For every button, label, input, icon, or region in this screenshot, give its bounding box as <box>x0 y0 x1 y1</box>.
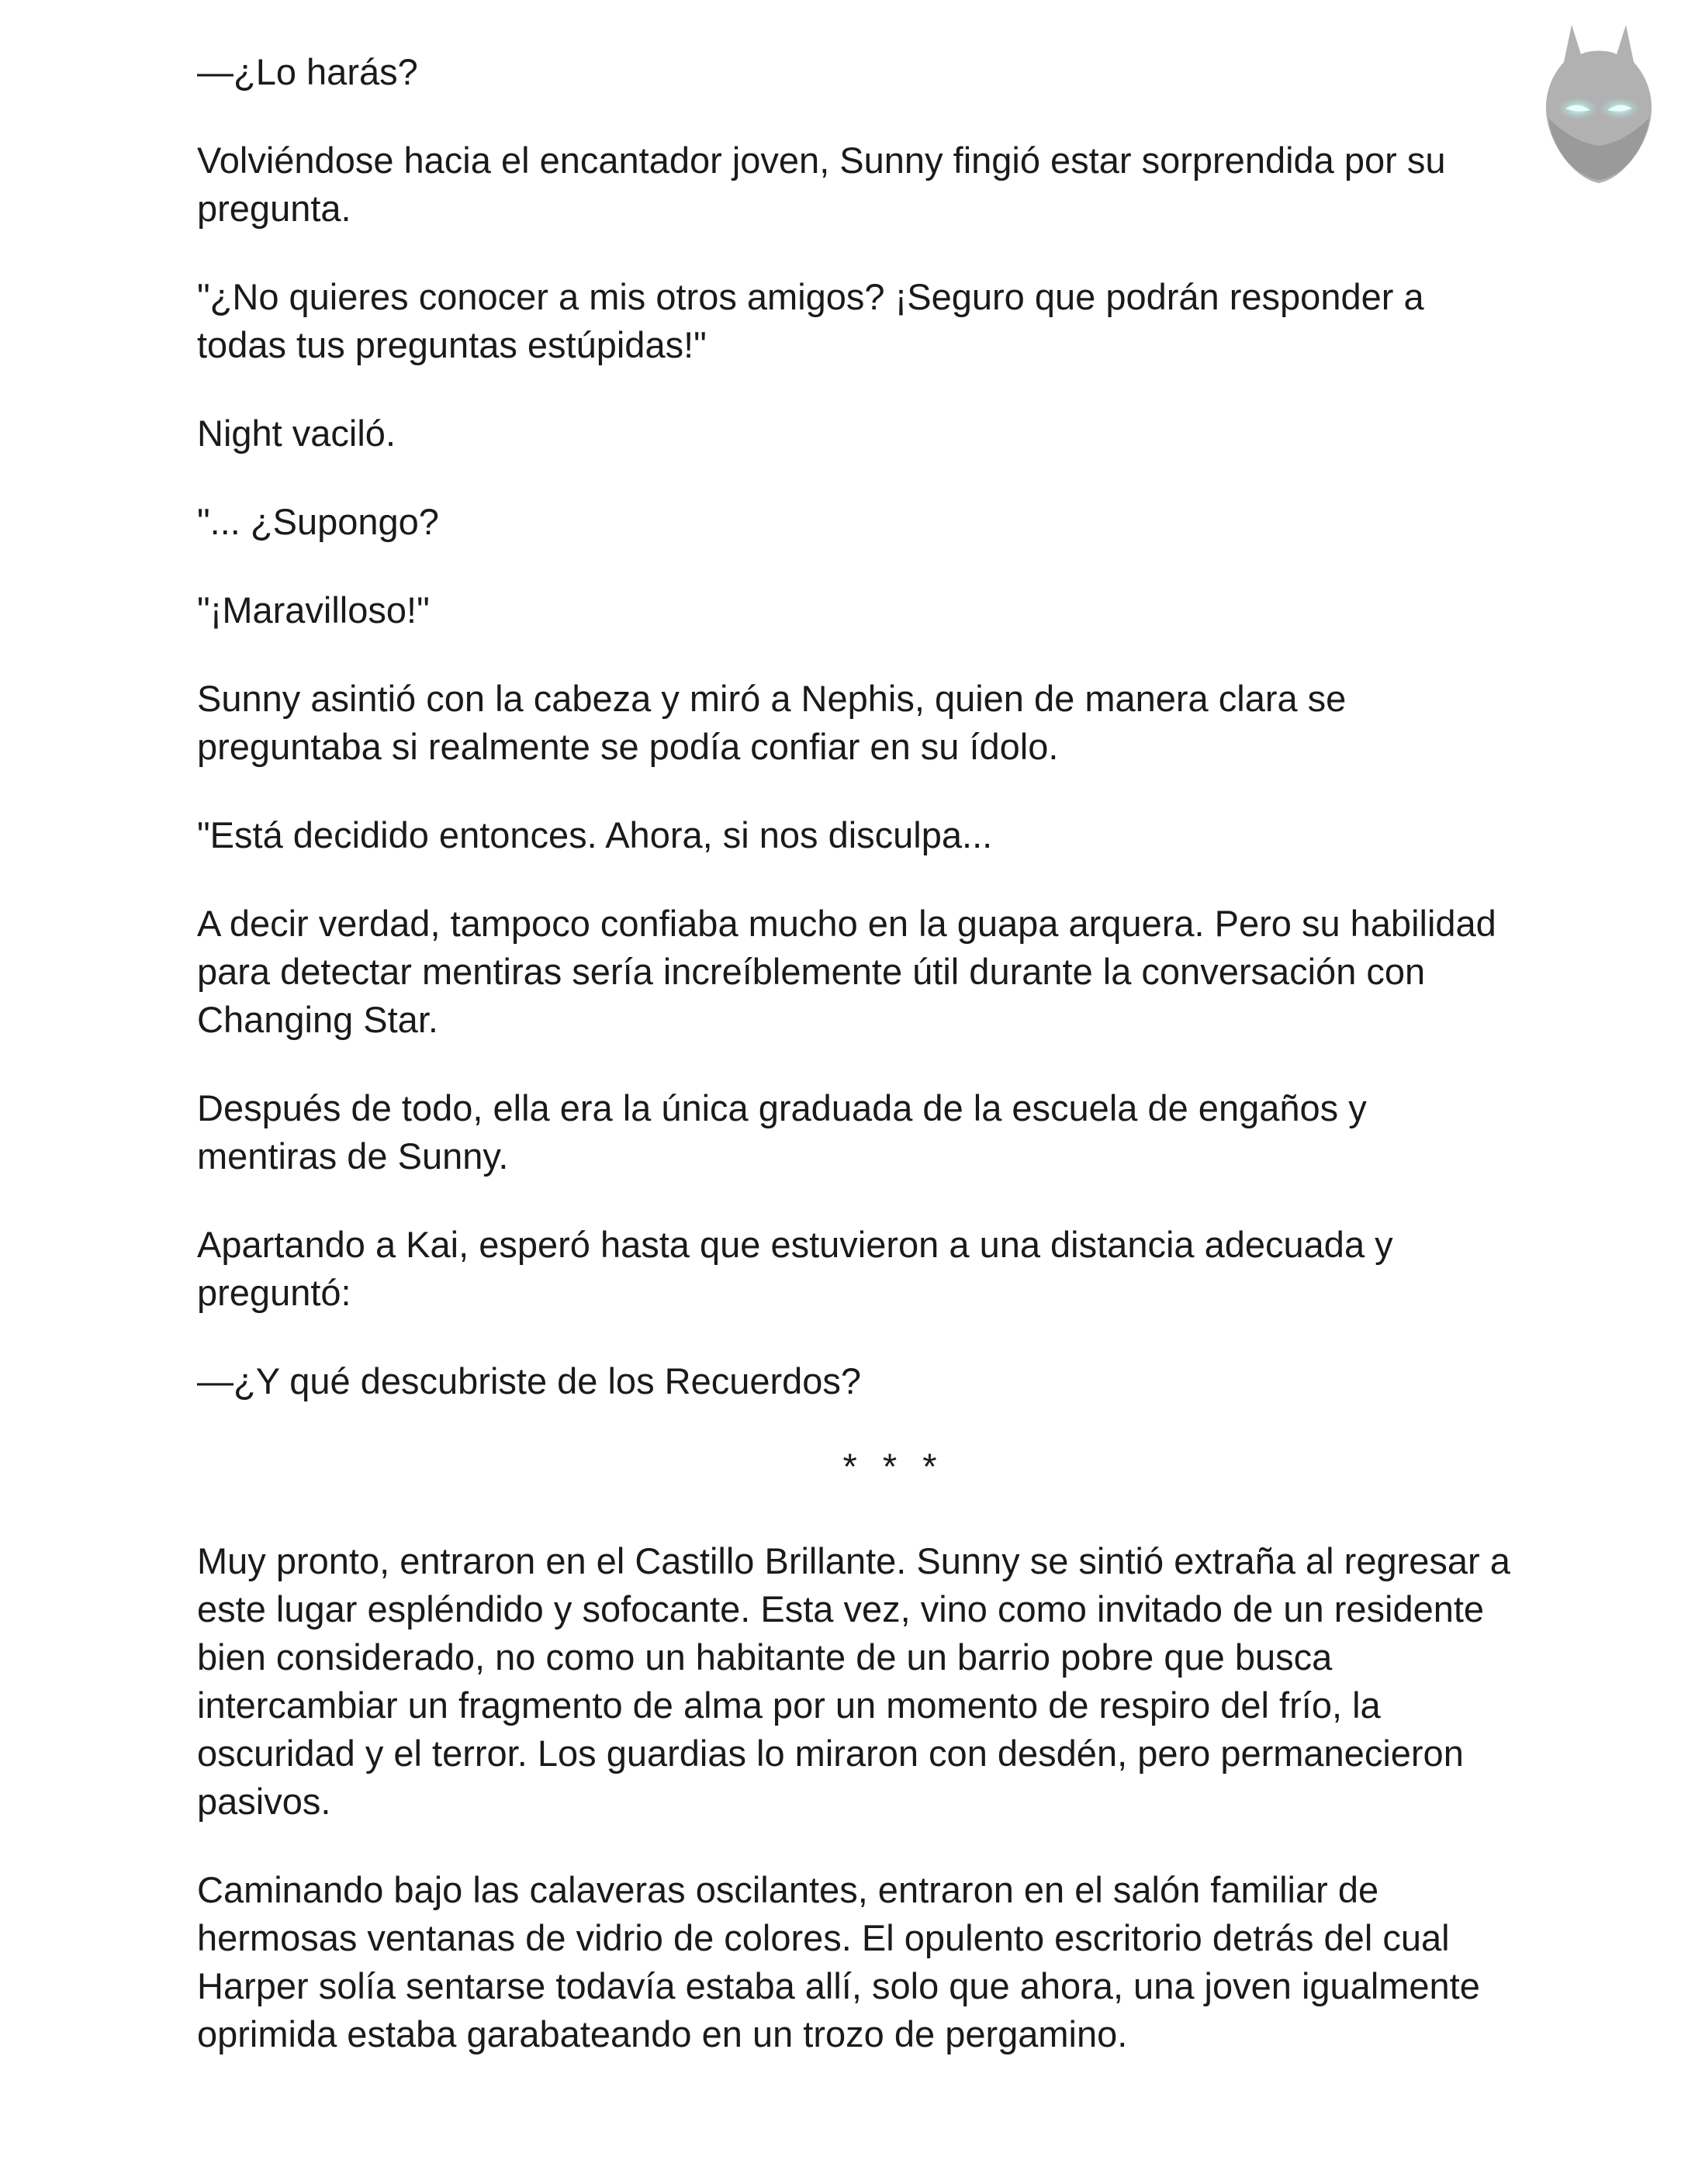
paragraph: Night vaciló. <box>197 413 396 454</box>
paragraph: Sunny asintió con la cabeza y miró a Nephis, quien de manera clara se preguntaba si realmente se podía confiar en su ídolo. <box>197 678 1347 767</box>
paragraph: —¿Lo harás? <box>197 51 418 92</box>
paragraph: "... ¿Supongo? <box>197 501 439 542</box>
paragraph: "Está decidido entonces. Ahora, si nos disculpa... <box>197 814 993 855</box>
paragraph: Apartando a Kai, esperó hasta que estuvieron a una distancia adecuada y preguntó: <box>197 1224 1393 1313</box>
demon-head-watermark-icon <box>1525 17 1672 188</box>
paragraph: A decir verdad, tampoco confiaba mucho en la guapa arquera. Pero su habilidad para detectar mentiras sería increíblemente útil durante la conversación con Changing Star. <box>197 903 1496 1040</box>
paragraph: —¿Y qué descubriste de los Recuerdos? <box>197 1360 862 1401</box>
scene-separator: * * * <box>842 1446 945 1487</box>
paragraph: Caminando bajo las calaveras oscilantes, entraron en el salón familiar de hermosas ventanas de vidrio de colores. El opulento escritorio detrás del cual Harper solía sentarse todavía estaba allí, solo que ahora, una joven igualmente oprimida estaba garabateando en un trozo de pergamino. <box>197 1869 1480 2054</box>
paragraph: "¡Maravilloso!" <box>197 589 430 631</box>
document-body <box>197 48 1516 2099</box>
paragraph: Volviéndose hacia el encantador joven, Sunny fingió estar sorprendida por su pregunta. <box>197 140 1446 229</box>
paragraph: "¿No quieres conocer a mis otros amigos? ¡Seguro que podrán responder a todas tus preguntas estúpidas!" <box>197 276 1424 365</box>
paragraph: Después de todo, ella era la única graduada de la escuela de engaños y mentiras de Sunny. <box>197 1087 1367 1177</box>
paragraph: Muy pronto, entraron en el Castillo Brillante. Sunny se sintió extraña al regresar a este lugar espléndido y sofocante. Esta vez, vino como invitado de un residente bien considerado, no como un habitante de un barrio pobre que busca intercambiar un fragmento de alma por un momento de respiro del frío, la oscuridad y el terror. Los guardias lo miraron con desdén, pero permanecieron pasivos. <box>197 1540 1510 1822</box>
